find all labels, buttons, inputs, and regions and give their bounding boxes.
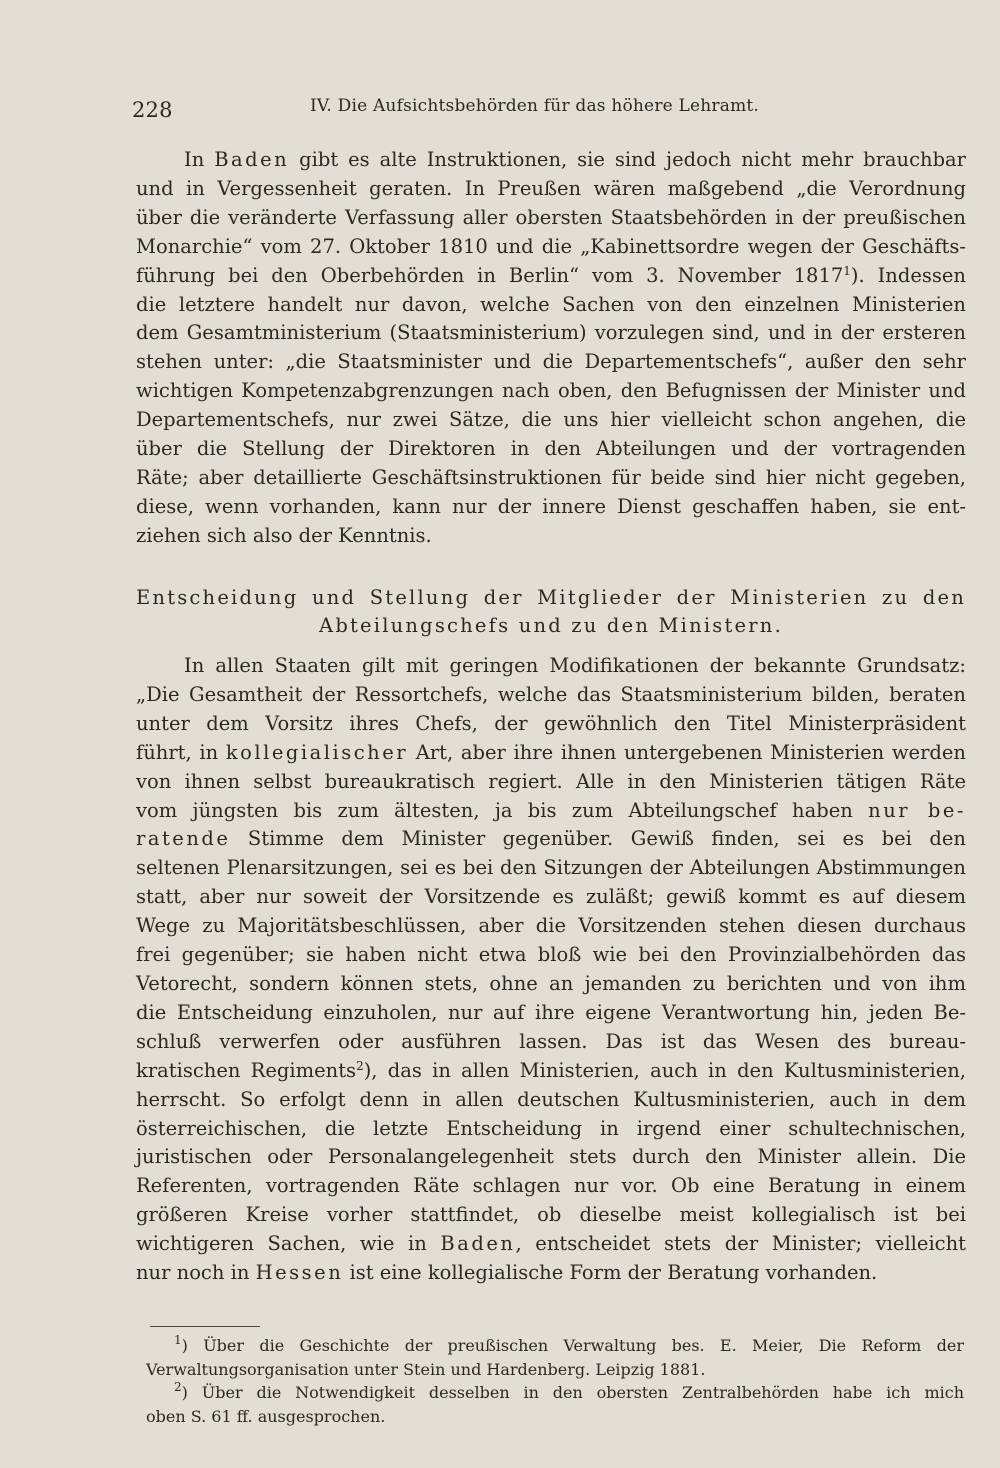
text-line: nur noch in Hessen ist eine kollegialische Form der Beratung vorhanden. xyxy=(136,1261,878,1285)
text-line: dem Gesamtministerium (Staatsministerium) vorzulegen sind, und in der ersteren xyxy=(136,321,966,345)
text-line: herrscht. So erfolgt denn in allen deutschen Kultusministerien, auch in dem xyxy=(136,1087,966,1111)
text-line: die letztere handelt nur davon, welche Sachen von den einzelnen Ministerien xyxy=(136,292,966,316)
text-line: „Die Gesamtheit der Ressortchefs, welche das Staatsministerium bilden, beraten xyxy=(136,682,966,706)
text-line: wichtigen Kompetenzabgrenzungen nach oben, den Befugnissen der Minister und xyxy=(136,379,966,403)
text-line: österreichischen, die letzte Entscheidung in irgend einer schultechnischen, xyxy=(136,1116,966,1140)
footnotes xyxy=(146,1334,964,1428)
text-line: führung bei den Oberbehörden in Berlin“ vom 3. November 1817$^1$). Indessen xyxy=(136,263,966,287)
section-heading xyxy=(136,584,966,640)
text-line: größeren Kreise vorher stattfindet, ob dieselbe meist kollegialisch ist bei xyxy=(136,1203,966,1227)
text-line: ratende Stimme dem Minister gegenüber. Gewiß finden, sei es bei den xyxy=(136,827,966,851)
text-line: unter dem Vorsitz ihres Chefs, der gewöhnlich den Titel Ministerpräsident xyxy=(136,711,966,735)
text-line: In allen Staaten gilt mit geringen Modifikationen der bekannte Grundsatz: xyxy=(184,654,966,677)
text-line: wichtigeren Sachen, wie in Baden, entscheidet stets der Minister; vielleicht xyxy=(136,1232,967,1256)
text-line: Wege zu Majoritätsbeschlüssen, aber die Vorsitzenden stehen diesen durchaus xyxy=(136,914,966,938)
text-line: stehen unter: „die Staatsminister und die Departementschefs“, außer den sehr xyxy=(136,350,966,374)
emphasis-ratende: ratende xyxy=(136,827,231,851)
footnote-ref-2: 2 xyxy=(356,1058,364,1073)
footnote-1: $^1$) Über die Geschichte der preußischen Verwaltung bes. E. Meier, Die Reform der xyxy=(174,1333,964,1355)
emphasis-baden: Baden xyxy=(440,1232,516,1256)
text-line: von ihnen selbst bureaukratisch regiert. Alle in den Ministerien tätigen Räte xyxy=(136,769,966,793)
running-head: IV. Die Aufsichtsbehörden für das höhere Lehramt. xyxy=(310,96,760,116)
text-line: seltenen Plenarsitzungen, sei es bei den Sitzungen der Abteilungen Abstimmungen xyxy=(136,856,966,880)
emphasis-baden: Baden xyxy=(214,148,290,171)
text-line: die Entscheidung einzuholen, nur auf ihre eigene Verantwortung hin, jeden Be- xyxy=(136,1000,966,1024)
text-line: und in Vergessenheit geraten. In Preußen wären maßgebend „die Verordnung xyxy=(136,176,966,200)
text-line: juristischen oder Personalangelegenheit stets durch den Minister allein. Die xyxy=(136,1145,966,1169)
text-line: Referenten, vortragenden Räte schlagen nur vor. Ob eine Beratung in einem xyxy=(136,1174,966,1198)
footnote-ref-1: 1 xyxy=(843,263,851,278)
text-line: In Baden gibt es alte Instruktionen, sie sind jedoch nicht mehr brauchbar xyxy=(184,148,966,171)
footnote-2-continued: oben S. 61 ff. ausgesprochen. xyxy=(146,1406,386,1426)
footnote-2: $^2$) Über die Notwendigkeit desselben in den obersten Zentralbehörden habe ich mich xyxy=(174,1380,964,1402)
footnote-divider xyxy=(150,1326,260,1327)
text-line: über die Stellung der Direktoren in den Abteilungen und der vortragenden xyxy=(136,437,966,461)
footnote-1-continued: Verwaltungsorganisation unter Stein und Hardenberg. Leipzig 1881. xyxy=(146,1359,706,1379)
text-line: ziehen sich also der Kenntnis. xyxy=(136,523,432,547)
emphasis-kollegialischer: kollegialischer xyxy=(225,740,409,764)
section-heading-line: Entscheidung und Stellung der Mitglieder der Ministerien zu den xyxy=(136,586,966,609)
paragraph-baden-preussen xyxy=(136,146,966,551)
text-line: kratischen Regiments$^2$), das in allen Ministerien, auch in den Kultusministerien, xyxy=(136,1058,966,1082)
text-line: diese, wenn vorhanden, kann nur der innere Dienst geschaffen haben, sie ent- xyxy=(136,494,966,518)
paragraph-grundsatz xyxy=(136,652,966,1288)
emphasis-nur-beratende: nur be- xyxy=(868,798,967,822)
text-line: schluß verwerfen oder ausführen lassen. Das ist das Wesen des bureau- xyxy=(136,1029,966,1053)
text-line: vom jüngsten bis zum ältesten, ja bis zum Abteilungschef haben nur be- xyxy=(136,798,967,822)
section-heading-line: Abteilungschefs und zu den Ministern. xyxy=(319,614,783,637)
text-line: führt, in kollegialischer Art, aber ihre ihnen untergebenen Ministerien werden xyxy=(136,740,966,764)
emphasis-hessen: Hessen xyxy=(255,1261,344,1285)
text-line: frei gegenüber; sie haben nicht etwa bloß wie bei den Provinzialbehörden das xyxy=(136,943,966,967)
text-line: Vetorecht, sondern können stets, ohne an jemanden zu berichten und von ihm xyxy=(136,971,966,995)
text-line: statt, aber nur soweit der Vorsitzende es zuläßt; gewiß kommt es auf diesem xyxy=(136,885,966,909)
text-line: über die veränderte Verfassung aller obersten Staatsbehörden in der preußischen xyxy=(136,205,966,229)
text-line: Monarchie“ vom 27. Oktober 1810 und die „Kabinettsordre wegen der Geschäfts- xyxy=(136,234,966,258)
text-line: Räte; aber detaillierte Geschäftsinstruktionen für beide sind hier nicht gegeben, xyxy=(136,465,966,489)
text-line: Departementschefs, nur zwei Sätze, die uns hier vielleicht schon angehen, die xyxy=(136,408,966,432)
page-number: 228 xyxy=(132,98,173,122)
